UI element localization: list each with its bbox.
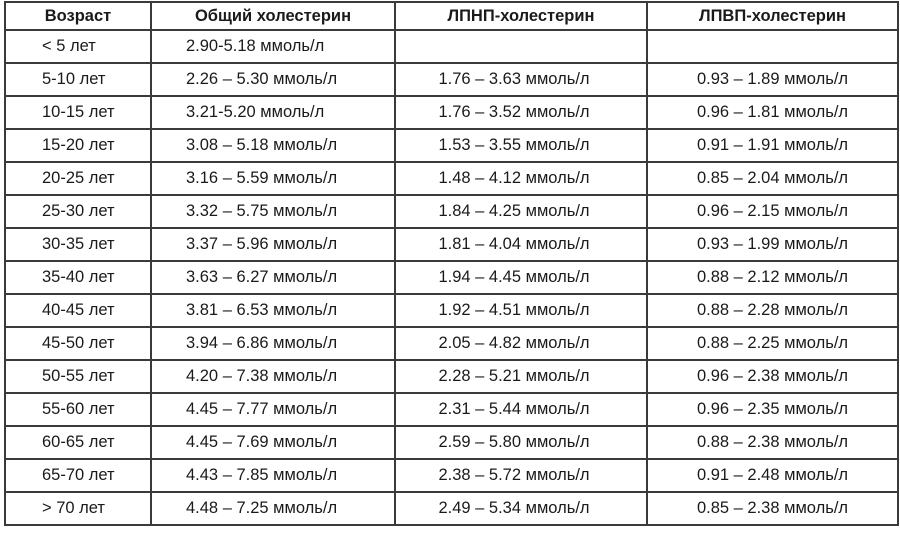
hdl-cell: 0.88 – 2.12 ммоль/л: [647, 261, 898, 294]
hdl-cell: 0.96 – 2.35 ммоль/л: [647, 393, 898, 426]
ldl-cell: 1.48 – 4.12 ммоль/л: [395, 162, 647, 195]
total-cholesterol-cell: 4.43 – 7.85 ммоль/л: [151, 459, 395, 492]
age-cell: 20-25 лет: [5, 162, 151, 195]
table-row: [5, 261, 898, 294]
table-row: [5, 426, 898, 459]
total-cholesterol-cell: 4.48 – 7.25 ммоль/л: [151, 492, 395, 525]
ldl-cell: 2.49 – 5.34 ммоль/л: [395, 492, 647, 525]
hdl-cell: 0.88 – 2.38 ммоль/л: [647, 426, 898, 459]
table-row: [5, 30, 898, 63]
ldl-cell: 2.59 – 5.80 ммоль/л: [395, 426, 647, 459]
table-row: [5, 294, 898, 327]
ldl-cell: 1.84 – 4.25 ммоль/л: [395, 195, 647, 228]
total-cholesterol-cell: 3.94 – 6.86 ммоль/л: [151, 327, 395, 360]
table-body: [5, 30, 898, 525]
hdl-cell: 0.85 – 2.38 ммоль/л: [647, 492, 898, 525]
total-cholesterol-cell: 3.08 – 5.18 ммоль/л: [151, 129, 395, 162]
age-cell: > 70 лет: [5, 492, 151, 525]
header-total-cholesterol: Общий холестерин: [151, 2, 395, 30]
hdl-cell: 0.96 – 1.81 ммоль/л: [647, 96, 898, 129]
table-row: [5, 360, 898, 393]
header-ldl-cholesterol: ЛПНП-холестерин: [395, 2, 647, 30]
total-cholesterol-cell: 3.63 – 6.27 ммоль/л: [151, 261, 395, 294]
age-cell: 50-55 лет: [5, 360, 151, 393]
ldl-cell: 2.28 – 5.21 ммоль/л: [395, 360, 647, 393]
age-cell: < 5 лет: [5, 30, 151, 63]
hdl-cell: 0.96 – 2.38 ммоль/л: [647, 360, 898, 393]
table-row: [5, 327, 898, 360]
total-cholesterol-cell: 2.26 – 5.30 ммоль/л: [151, 63, 395, 96]
age-cell: 65-70 лет: [5, 459, 151, 492]
table-row: [5, 459, 898, 492]
ldl-cell: 2.05 – 4.82 ммоль/л: [395, 327, 647, 360]
hdl-cell: 0.93 – 1.89 ммоль/л: [647, 63, 898, 96]
age-cell: 10-15 лет: [5, 96, 151, 129]
table-row: [5, 63, 898, 96]
age-cell: 35-40 лет: [5, 261, 151, 294]
total-cholesterol-cell: 4.45 – 7.69 ммоль/л: [151, 426, 395, 459]
hdl-cell: 0.91 – 2.48 ммоль/л: [647, 459, 898, 492]
ldl-cell: 2.38 – 5.72 ммоль/л: [395, 459, 647, 492]
table-row: [5, 96, 898, 129]
total-cholesterol-cell: 3.37 – 5.96 ммоль/л: [151, 228, 395, 261]
table-row: [5, 393, 898, 426]
ldl-cell: 1.92 – 4.51 ммоль/л: [395, 294, 647, 327]
age-cell: 5-10 лет: [5, 63, 151, 96]
total-cholesterol-cell: 3.16 – 5.59 ммоль/л: [151, 162, 395, 195]
cholesterol-norms-table: [4, 1, 899, 526]
table-row: [5, 129, 898, 162]
header-hdl-cholesterol: ЛПВП-холестерин: [647, 2, 898, 30]
age-cell: 15-20 лет: [5, 129, 151, 162]
table-row: [5, 195, 898, 228]
age-cell: 30-35 лет: [5, 228, 151, 261]
total-cholesterol-cell: 2.90-5.18 ммоль/л: [151, 30, 395, 63]
ldl-cell: 1.53 – 3.55 ммоль/л: [395, 129, 647, 162]
hdl-cell: 0.88 – 2.25 ммоль/л: [647, 327, 898, 360]
header-age: Возраст: [5, 2, 151, 30]
ldl-cell: 1.76 – 3.63 ммоль/л: [395, 63, 647, 96]
total-cholesterol-cell: 4.20 – 7.38 ммоль/л: [151, 360, 395, 393]
total-cholesterol-cell: 3.21-5.20 ммоль/л: [151, 96, 395, 129]
hdl-cell: 0.88 – 2.28 ммоль/л: [647, 294, 898, 327]
table-row: [5, 492, 898, 525]
hdl-cell: [647, 30, 898, 63]
hdl-cell: 0.85 – 2.04 ммоль/л: [647, 162, 898, 195]
table-row: [5, 162, 898, 195]
ldl-cell: 1.94 – 4.45 ммоль/л: [395, 261, 647, 294]
ldl-cell: 1.76 – 3.52 ммоль/л: [395, 96, 647, 129]
hdl-cell: 0.96 – 2.15 ммоль/л: [647, 195, 898, 228]
age-cell: 40-45 лет: [5, 294, 151, 327]
table-row: [5, 228, 898, 261]
total-cholesterol-cell: 4.45 – 7.77 ммоль/л: [151, 393, 395, 426]
ldl-cell: 2.31 – 5.44 ммоль/л: [395, 393, 647, 426]
hdl-cell: 0.91 – 1.91 ммоль/л: [647, 129, 898, 162]
age-cell: 45-50 лет: [5, 327, 151, 360]
total-cholesterol-cell: 3.32 – 5.75 ммоль/л: [151, 195, 395, 228]
age-cell: 55-60 лет: [5, 393, 151, 426]
age-cell: 60-65 лет: [5, 426, 151, 459]
ldl-cell: [395, 30, 647, 63]
table-header-row: [5, 2, 898, 30]
hdl-cell: 0.93 – 1.99 ммоль/л: [647, 228, 898, 261]
age-cell: 25-30 лет: [5, 195, 151, 228]
ldl-cell: 1.81 – 4.04 ммоль/л: [395, 228, 647, 261]
total-cholesterol-cell: 3.81 – 6.53 ммоль/л: [151, 294, 395, 327]
